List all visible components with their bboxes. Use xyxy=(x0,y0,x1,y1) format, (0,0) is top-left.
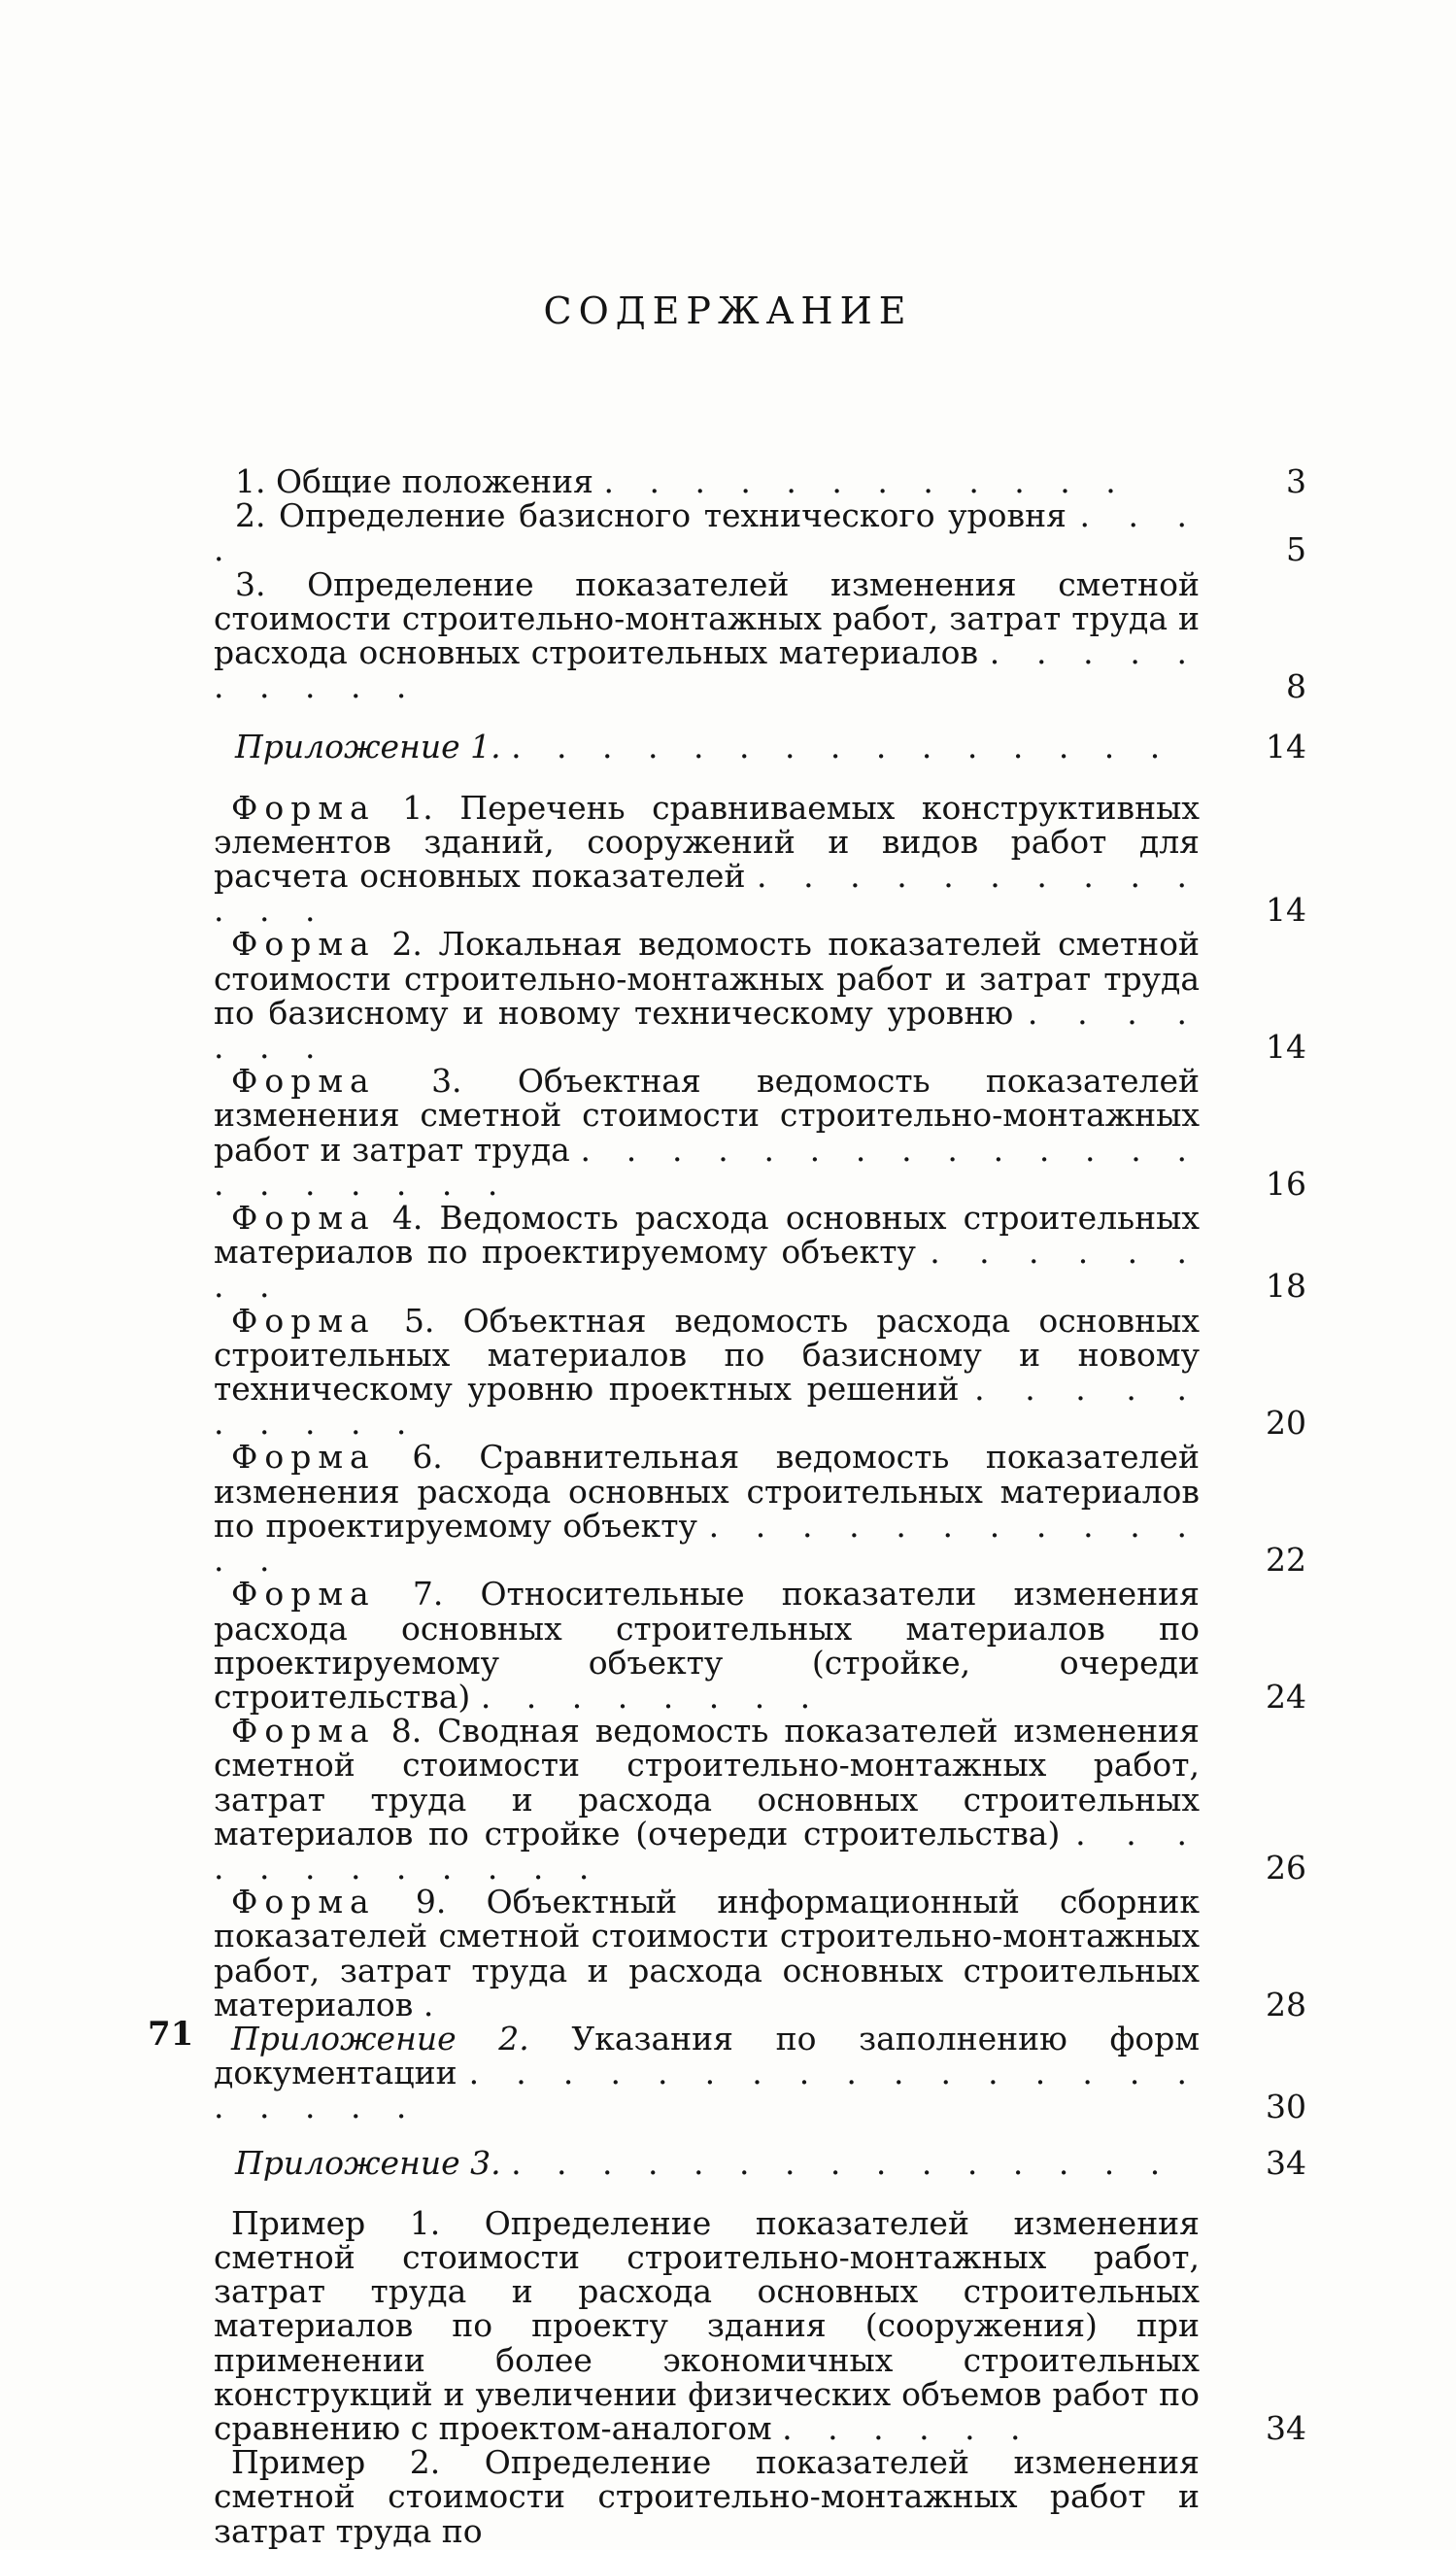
form-label: Форма xyxy=(231,1301,376,1340)
toc-entry-form-2[interactable]: Форма 2. Локальная ведомость показателей сметной стоимости строительно-монтажных работ и затрат труда по базисному и новому техническому уровню . . . . . . . 14 xyxy=(214,925,1306,1067)
form-label: Форма xyxy=(231,1712,376,1751)
toc-entry-example-1[interactable]: Пример 1. Определение показателей изменения сметной стоимости строительно-монтажных работ, затрат труда и расхода основных строительных материалов по проекту здания (сооружения) при применении более экономичных строительных конструкций и увеличении физических объемов работ по сравнению с проектом-аналогом . . . . . . 34 xyxy=(214,2203,1306,2447)
toc-entry-text: 1. Перечень сравниваемых конструктивных элементов зданий, сооружений и видов работ для расчета основных показателей xyxy=(214,788,1200,896)
toc-entry[interactable]: 3. Определение показателей изменения сметной стоимости строительно-монтажных работ, затрат труда и расхода основных строительных материалов . . . . . . . . . . 8 xyxy=(214,564,1306,706)
toc-entry-page: 28 xyxy=(1266,1985,1306,2023)
toc-entry-text: 1. Общие положения xyxy=(235,462,593,500)
toc-entry-page: 14 xyxy=(1266,1028,1306,1067)
toc-entry[interactable]: 2. Определение базисного технического уровня . . . . 5 xyxy=(214,496,1306,569)
appendix-label: Приложение 3. xyxy=(235,2143,501,2182)
toc-entry-form-8[interactable]: Форма 8. Сводная ведомость показателей изменения сметной стоимости строительно-монтажных работ, затрат труда и расхода основных строительных материалов по стройке (очереди строительства) . . . . . . . . . . . . 26 xyxy=(214,1712,1306,1887)
toc-entry-text: Пример 2. Определение показателей изменения сметной стоимости строительно-монтажных работ и затрат труда по xyxy=(214,2443,1200,2550)
form-label: Форма xyxy=(231,1199,376,1238)
toc-entry-form-6[interactable]: Форма 6. Сравнительная ведомость показателей изменения расхода основных строительных материалов по проектируемому объекту . . . . . . . . . . . . . 22 xyxy=(214,1438,1306,1580)
toc-entry-page: 22 xyxy=(1266,1541,1306,1580)
toc-entry-page: 5 xyxy=(1286,530,1306,569)
toc-entry-text: 3. Определение показателей изменения сметной стоимости строительно-монтажных работ, затрат труда и расхода основных строительных материалов xyxy=(214,564,1200,672)
toc-entry-form-1[interactable]: Форма 1. Перечень сравниваемых конструктивных элементов зданий, сооружений и видов работ для расчета основных показателей . . . . . . . . . . . . . 14 xyxy=(214,788,1306,930)
toc-entry-form-3[interactable]: Форма 3. Объектная ведомость показателей изменения сметной стоимости строительно-монтажных работ и затрат труда . . . . . . . . . . . . . . . . . . . . . 16 xyxy=(214,1062,1306,1203)
toc-entry-text: 7. Относительные показатели изменения расхода основных строительных материалов по проектируемому объекту (стройке, очереди строительства) xyxy=(214,1575,1200,1716)
toc-entry-example-2[interactable] xyxy=(214,2445,1306,2548)
appendix-label: Приложение 2. xyxy=(231,2019,529,2057)
form-label: Форма xyxy=(231,925,376,964)
toc-entry-text: 2. Определение базисного технического уровня xyxy=(235,496,1067,535)
form-label: Форма xyxy=(231,1575,376,1614)
toc-entry-page: 14 xyxy=(1266,728,1306,766)
toc-entry[interactable]: 1. Общие положения . . . . . . . . . . . . 3 xyxy=(235,462,1306,500)
toc-entry-text: 5. Объектная ведомость расхода основных строительных материалов по базисному и новому техническому уровню проектных решений xyxy=(214,1301,1200,1409)
toc-entry-text: 8. Сводная ведомость показателей изменения сметной стоимости строительно-монтажных работ, затрат труда и расхода основных строительных материалов по стройке (очереди строительства) xyxy=(214,1712,1200,1853)
toc-entry-page: 20 xyxy=(1266,1404,1306,1443)
toc-entry-form-9[interactable]: Форма 9. Объектный информационный сборник показателей сметной стоимости строительно-монтажных работ, затрат труда и расхода основных строительных материалов . 28 xyxy=(214,1883,1306,2023)
toc-entry-text: Пример 1. Определение показателей изменения сметной стоимости строительно-монтажных работ, затрат труда и расхода основных строительных материалов по проекту здания (сооружения) при применении более экономичных строительных конструкций и увеличении физических объемов работ по сравнению с проектом-аналогом xyxy=(214,2203,1200,2447)
form-label: Форма xyxy=(231,1883,376,1921)
appendix-label: Приложение 1. xyxy=(235,728,501,766)
toc-entry-page: 3 xyxy=(1286,462,1306,500)
toc-entry-page: 16 xyxy=(1266,1164,1306,1203)
toc-entry-text: 2. Локальная ведомость показателей сметной стоимости строительно-монтажных работ и затрат труда по базисному и новому техническому уровню xyxy=(214,925,1200,1032)
toc-entry-page: 24 xyxy=(1266,1677,1306,1716)
toc-entry-text: 4. Ведомость расхода основных строительных материалов по проектируемому объекту xyxy=(214,1199,1200,1272)
toc-entry-page: 34 xyxy=(1266,2408,1306,2447)
toc-entry-appendix-3[interactable]: Приложение 3. . . . . . . . . . . . . . . . 34 xyxy=(235,2143,1306,2182)
toc-entry-text: 3. Объектная ведомость показателей изменения сметной стоимости строительно-монтажных работ и затрат труда xyxy=(214,1062,1200,1169)
toc-entry-page: 34 xyxy=(1266,2143,1306,2182)
toc-entry-appendix-2[interactable]: Приложение 2. Указания по заполнению форм документации . . . . . . . . . . . . . . . . . . . . . 30 xyxy=(214,2019,1306,2126)
toc-entry-page: 8 xyxy=(1286,667,1306,706)
toc-entry-page: 18 xyxy=(1266,1267,1306,1306)
toc-entry-page: 30 xyxy=(1266,2088,1306,2126)
table-of-contents xyxy=(214,464,1306,2548)
toc-entry-form-4[interactable]: Форма 4. Ведомость расхода основных строительных материалов по проектируемому объекту . . . . . . . . 18 xyxy=(214,1199,1306,1306)
form-label: Форма xyxy=(231,788,376,827)
toc-entry-text: Указания по заполнению форм документации xyxy=(214,2019,1200,2092)
toc-entry-appendix-1[interactable]: Приложение 1. . . . . . . . . . . . . . . . 14 xyxy=(235,728,1306,766)
toc-entry-text: 9. Объектный информационный сборник показателей сметной стоимости строительно-монтажных работ, затрат труда и расхода основных строительных материалов xyxy=(214,1883,1200,2023)
toc-entry-page: 14 xyxy=(1266,891,1306,930)
page-title: СОДЕРЖАНИЕ xyxy=(543,289,913,332)
toc-entry-form-7[interactable]: Форма 7. Относительные показатели изменения расхода основных строительных материалов по проектируемому объекту (стройке, очереди строительства) . . . . . . . . 24 xyxy=(214,1575,1306,1716)
toc-entry-form-5[interactable]: Форма 5. Объектная ведомость расхода основных строительных материалов по базисному и новому техническому уровню проектных решений . . . . . . . . . . 20 xyxy=(214,1301,1306,1443)
form-label: Форма xyxy=(231,1062,376,1101)
page-number: 71 xyxy=(148,2015,194,2054)
toc-entry-text: 6. Сравнительная ведомость показателей изменения расхода основных строительных материалов по проектируемому объекту xyxy=(214,1438,1200,1545)
form-label: Форма xyxy=(231,1438,376,1477)
toc-entry-page: 26 xyxy=(1266,1848,1306,1887)
